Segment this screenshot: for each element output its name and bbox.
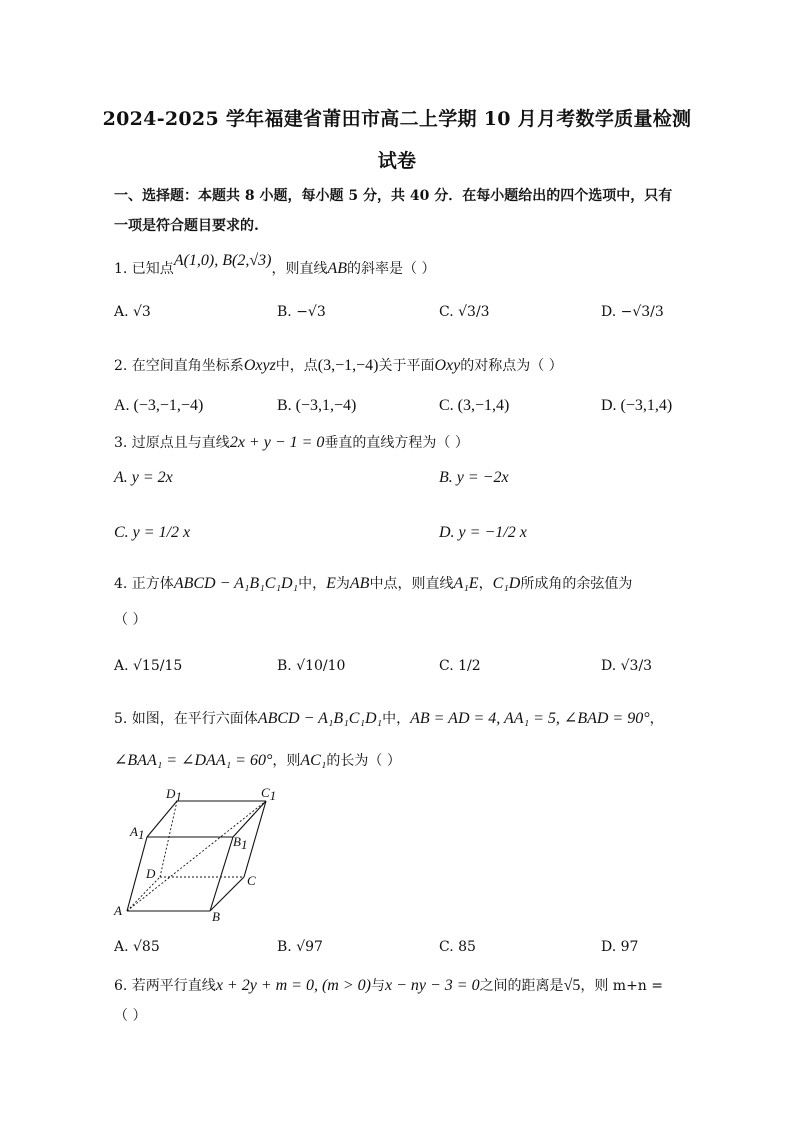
q2-option-c: C. (3,−1,4) (439, 397, 510, 414)
q6-line2: x − ny − 3 = 0 (384, 977, 480, 994)
parallelepiped-figure (112, 783, 282, 923)
q1-option-b: B. −√3 (277, 304, 326, 320)
label-a: A (114, 903, 122, 918)
q4-prefix: 4. 正方体 (114, 576, 174, 592)
q1-prefix: 1. 已知点 (114, 261, 174, 277)
q3-line: 2x + y − 1 = 0 (229, 434, 325, 451)
q3-suffix: 垂直的直线方程为（ ） (324, 435, 469, 451)
exam-title-line2: 试卷 (377, 150, 417, 172)
question-3-stem (114, 432, 469, 452)
q1-suffix: 的斜率是（ ） (347, 261, 436, 277)
q4-cube: ABCD − A₁B₁C₁D₁ (173, 575, 299, 592)
q2-mid1: 中，点 (275, 358, 318, 374)
q1-var: AB (327, 260, 347, 277)
diagonal-ac1 (127, 801, 266, 911)
q2-option-a: A. (−3,−1,−4) (114, 397, 204, 414)
label-d1: D1 (166, 786, 182, 804)
q4-mid3: 中点，则直线 (369, 576, 454, 592)
q5-suffix: 的长为（ ） (326, 753, 401, 769)
q1-option-a: A. √3 (114, 304, 151, 320)
q4-option-a: A. √15/15 (114, 658, 183, 674)
q4-suffix: 所成角的余弦值为 (520, 576, 633, 592)
q4-option-b: B. √10/10 (277, 658, 346, 674)
edge-aa1 (127, 837, 147, 911)
q5-cond2: ∠BAA₁ = ∠DAA₁ = 60° (114, 752, 273, 769)
q5-comma: ， (649, 711, 664, 727)
edge-a1d1 (147, 801, 177, 837)
label-c1: C1 (261, 785, 277, 803)
label-b: B (212, 909, 220, 923)
q1-option-c: C. √3/3 (439, 304, 490, 320)
q3-option-a: A. y = 2x (114, 469, 173, 486)
q2-point: (3,−1,−4) (317, 357, 379, 374)
question-5-stem-line2 (114, 750, 401, 770)
q3-option-d: D. y = −1/2 x (439, 524, 527, 541)
q6-lines: x + 2y + m = 0, (m > 0) (215, 977, 371, 994)
question-5-stem (114, 708, 664, 728)
q5-option-b: B. √97 (277, 939, 323, 955)
q5-option-a: A. √85 (114, 939, 160, 955)
q4-mid1: 中， (298, 576, 327, 592)
q1-option-d: D. −√3/3 (601, 304, 664, 320)
section-heading-line2: 一项是符合题目要求的. (114, 218, 259, 234)
q4-option-d: D. √3/3 (601, 658, 653, 674)
q6-distance: √5 (563, 977, 581, 994)
q4-line2: C₁D (492, 575, 521, 592)
q1-mid: ，则直线 (271, 261, 328, 277)
q4-e: E (326, 575, 336, 592)
q4-ab: AB (349, 575, 370, 592)
q3-option-b: B. y = −2x (439, 469, 509, 486)
q1-points: A(1,0), B(2,√3) (173, 252, 272, 269)
q4-mid2: 为 (335, 576, 350, 592)
q6-suffix: ，则 m+n = (580, 978, 663, 994)
q3-prefix: 3. 过原点且与直线 (114, 435, 230, 451)
q6-mid2: 之间的距离是 (479, 978, 564, 994)
q6-paren: （ ） (114, 1008, 147, 1024)
q2-prefix: 2. 在空间直角坐标系 (114, 358, 244, 374)
q6-prefix: 6. 若两平行直线 (114, 978, 216, 994)
question-2-stem (114, 355, 563, 375)
q3-option-c: C. y = 1/2 x (114, 524, 191, 541)
q4-paren: （ ） (114, 612, 147, 628)
q5-mid2: ，则 (272, 753, 301, 769)
q2-plane: Oxy (434, 357, 461, 374)
edge-dd1-hidden (160, 801, 177, 877)
q5-target: AC₁ (300, 752, 327, 769)
q5-option-d: D. 97 (601, 939, 639, 955)
q5-option-c: C. 85 (439, 939, 476, 955)
label-c: C (247, 873, 256, 888)
q2-mid2: 关于平面 (378, 358, 435, 374)
label-d: D (146, 866, 156, 881)
q2-system: Oxyz (243, 357, 276, 374)
label-a1: A1 (130, 824, 145, 842)
q2-option-d: D. (−3,1,4) (601, 397, 673, 414)
q4-option-c: C. 1/2 (439, 658, 481, 674)
label-b1: B1 (233, 834, 248, 852)
q5-mid: 中， (382, 711, 411, 727)
q2-option-b: B. (−3,1,−4) (277, 397, 357, 414)
q5-cond1: AB = AD = 4, AA₁ = 5, ∠BAD = 90° (410, 710, 650, 727)
question-4-stem (114, 573, 632, 593)
question-6-stem (114, 975, 663, 995)
q5-prefix: 5. 如图，在平行六面体 (114, 711, 258, 727)
q6-mid: 与 (370, 978, 385, 994)
q4-comma: ， (478, 576, 493, 592)
section-heading-line1: 一、选择题：本题共 8 小题，每小题 5 分，共 40 分．在每小题给出的四个选项中，只有 (114, 188, 673, 204)
q4-line1: A₁E (453, 575, 479, 592)
q5-solid: ABCD − A₁B₁C₁D₁ (257, 710, 383, 727)
exam-title-line1: 2024-2025 学年福建省莆田市高二上学期 10 月月考数学质量检测 (102, 108, 692, 130)
question-1-stem (114, 252, 436, 278)
q2-suffix: 的对称点为（ ） (460, 358, 563, 374)
